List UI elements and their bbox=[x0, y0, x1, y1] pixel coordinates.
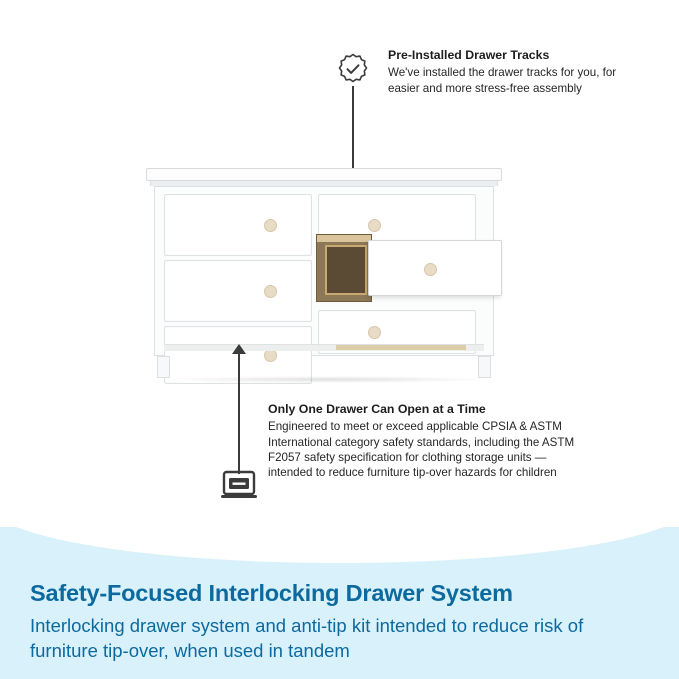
callout-bottom-description: Engineered to meet or exceed applicable CPSIA & ASTM International category safety standards, including the ASTM F2057 safety specification for clothing storage units — intended to reduce furniture tip-over hazards for children bbox=[268, 420, 575, 480]
dresser-illustration bbox=[146, 168, 502, 386]
drawer-knob bbox=[264, 285, 277, 298]
cavity-top-edge bbox=[317, 235, 372, 242]
drawer-knob bbox=[264, 219, 277, 232]
callout-top-title: Pre-Installed Drawer Tracks bbox=[388, 48, 550, 62]
drawer-middle-left bbox=[164, 260, 312, 322]
callout-pre-installed-drawer-tracks bbox=[336, 48, 636, 96]
banner-curve-decoration bbox=[0, 527, 679, 563]
shield-check-icon bbox=[336, 52, 370, 86]
banner-subtitle: Interlocking drawer system and anti-tip kit intended to reduce risk of furniture tip-over, when used in tandem bbox=[30, 615, 584, 661]
drawer-cavity-with-track bbox=[316, 234, 372, 302]
callout-bottom-title: Only One Drawer Can Open at a Time bbox=[268, 402, 486, 416]
drawer-knob bbox=[368, 219, 381, 232]
drawer-lock-icon bbox=[218, 466, 260, 500]
dresser-leg-left bbox=[157, 356, 170, 378]
open-drawer-knob bbox=[424, 263, 437, 276]
dresser-floor-shadow bbox=[162, 376, 492, 383]
banner-title: Safety-Focused Interlocking Drawer System bbox=[30, 580, 513, 607]
banner-text-block bbox=[30, 581, 650, 663]
dresser-top-panel bbox=[146, 168, 502, 181]
bottom-banner bbox=[0, 527, 679, 679]
leader-line-bottom bbox=[238, 352, 240, 474]
drawer-track bbox=[325, 245, 367, 295]
callout-top-text bbox=[388, 48, 636, 96]
dresser-leg-right bbox=[478, 356, 491, 378]
callout-one-drawer-at-a-time bbox=[268, 402, 588, 481]
callout-top-description: We've installed the drawer tracks for you, for easier and more stress-free assembly bbox=[388, 66, 617, 95]
drawer-top-left bbox=[164, 194, 312, 256]
dresser-base-accent bbox=[336, 345, 466, 350]
drawer-knob bbox=[368, 326, 381, 339]
